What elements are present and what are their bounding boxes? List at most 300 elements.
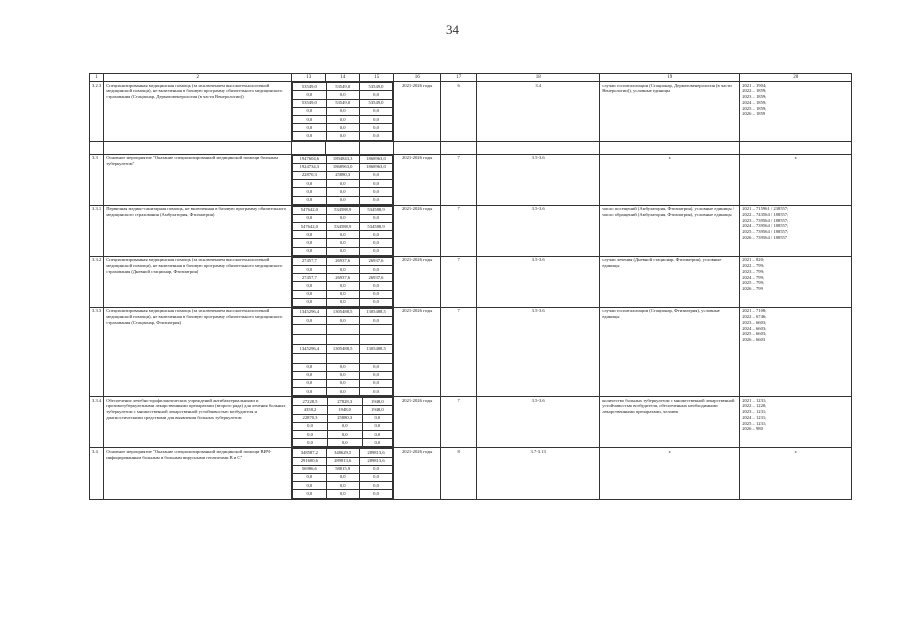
funding-value: 534588,9 — [359, 223, 392, 231]
funding-value: 0,0 — [293, 124, 326, 132]
funding-value — [293, 325, 326, 335]
indicator-name: количество больных туберкулезом с множественной лекарственной устойчивостью возбудителя, обеспеченных необходимыми лекарственными препаратами, человек — [600, 397, 740, 448]
table-row — [90, 256, 852, 307]
target-ref: 8 — [441, 448, 477, 499]
measure-name: Основное мероприятие "Оказание специализированной медицинской помощи больным туберкулезом" — [104, 154, 292, 205]
funding-value: 0,0 — [293, 388, 326, 396]
funding-value: 0,0 — [359, 188, 392, 196]
indicator-name: случаи госпитализации (Стационар, Дерматовенерология (в части Венерологии)), условные единицы — [600, 82, 740, 141]
year-value: 2023 – 739564 / 188557; — [742, 217, 789, 223]
indicator-name: случаи госпитализации (Стационар, Фтизиатрия), условные единицы — [600, 307, 740, 396]
funding-value: 0,0 — [293, 132, 326, 140]
funding-value — [293, 353, 326, 363]
funding-value: 0,0 — [326, 282, 359, 290]
funding-row — [293, 155, 393, 163]
funding-row — [293, 196, 393, 204]
funding-value: 1948,0 — [362, 406, 393, 414]
target-ref: 7 — [441, 154, 477, 205]
funding-value: 0,0 — [326, 490, 359, 498]
funding-value: 27228,5 — [293, 398, 328, 406]
funding-value: 0,0 — [293, 116, 326, 124]
indicator-ref: 3.5-3.6 — [477, 205, 600, 256]
column-number-header-row — [90, 74, 852, 82]
empty-cell — [104, 141, 292, 154]
funding-value: 289813,6 — [326, 457, 359, 465]
funding-value: 0,0 — [359, 180, 392, 188]
funding-value: 0,0 — [359, 231, 392, 239]
funding-row — [293, 188, 393, 196]
table-row — [90, 205, 852, 256]
empty-cell — [477, 141, 600, 154]
table-row — [90, 154, 852, 205]
funding-value: 0,0 — [293, 473, 326, 481]
funding-value: 348587,2 — [293, 449, 326, 457]
funding-value: 547642,0 — [293, 206, 326, 214]
indicator-name: х — [600, 448, 740, 499]
funding-value: 1305488,5 — [326, 308, 359, 316]
funding-value: 27457,7 — [293, 257, 326, 265]
funding-row — [293, 379, 393, 387]
funding-row — [293, 439, 393, 447]
funding-value: 0,0 — [293, 439, 328, 447]
funding-value: 0,0 — [359, 473, 392, 481]
funding-values — [292, 397, 394, 448]
year-value: 2025 – 799; — [742, 280, 765, 286]
funding-row — [293, 398, 393, 406]
funding-value: 53549,0 — [293, 99, 326, 107]
funding-value: 0,0 — [293, 317, 326, 325]
funding-values — [292, 82, 394, 141]
funding-value: 53549,0 — [359, 83, 392, 91]
funding-value: 58815,9 — [326, 465, 359, 473]
funding-values-table — [292, 206, 393, 256]
row-number: 3.3.4 — [90, 397, 104, 448]
funding-value: 0,0 — [362, 431, 393, 439]
funding-row — [293, 171, 393, 179]
period: 2021-2026 годы — [394, 448, 441, 499]
funding-value: 0,0 — [326, 371, 359, 379]
funding-value: 26937,6 — [359, 274, 392, 282]
year-value: 2023 – 799; — [742, 268, 765, 274]
funding-value: 0,0 — [359, 124, 392, 132]
target-ref: 7 — [441, 307, 477, 396]
funding-value: 1868963,0 — [359, 163, 392, 171]
table-row — [90, 82, 852, 141]
funding-row — [293, 465, 393, 473]
header-cell: 15 — [360, 74, 394, 82]
funding-row — [293, 422, 393, 430]
funding-value: 0,0 — [362, 422, 393, 430]
row-number: 3.4 — [90, 448, 104, 499]
funding-value: 53549,0 — [359, 99, 392, 107]
funding-value: 0,0 — [326, 124, 359, 132]
funding-value: 0,0 — [326, 363, 359, 371]
funding-row — [293, 83, 393, 91]
funding-value: 0,0 — [326, 388, 359, 396]
funding-row — [293, 231, 393, 239]
funding-values-table — [292, 308, 393, 396]
funding-value — [293, 335, 326, 345]
funding-row — [293, 107, 393, 115]
funding-value: 27457,7 — [293, 274, 326, 282]
funding-row — [293, 116, 393, 124]
funding-value: 0,0 — [293, 214, 326, 222]
funding-row — [293, 431, 393, 439]
header-cell: 13 — [292, 74, 326, 82]
measure-name: Обеспечение лечебно-профилактических учреждений антибактериальными и противотуберкулезными лекарственными препаратами (второго ряда) для лечения больных туберкулезом с множественной лекарственной устойчивостью возбудителя и диагностическими средствами для выявления больных туберкулезом — [104, 397, 292, 448]
empty-cell — [740, 141, 852, 154]
year-value: 2024 – 1859; — [742, 99, 767, 105]
year-value: 2024 – 799; — [742, 274, 765, 280]
year-value: 2023 – 1231; — [742, 409, 767, 415]
funding-value: 0,0 — [293, 196, 326, 204]
header-cell: 14 — [326, 74, 360, 82]
funding-row — [293, 223, 393, 231]
page-number: 34 — [446, 22, 459, 37]
indicator-name: случаи лечения (Дневной стационар, Фтизиатрия), условные единицы — [600, 256, 740, 307]
indicator-ref: 3.5-3.6 — [477, 397, 600, 448]
indicator-ref: 3.5-3.6 — [477, 154, 600, 205]
header-cell: 19 — [600, 74, 740, 82]
funding-value: 0,0 — [293, 231, 326, 239]
funding-row — [293, 345, 393, 353]
funding-value: 0,0 — [293, 290, 326, 298]
funding-values-table — [292, 397, 393, 447]
year-value: 2021 – 7108; — [742, 308, 767, 314]
funding-value: 0,0 — [327, 439, 362, 447]
row-number: 3.2.3 — [90, 82, 104, 141]
funding-value — [326, 335, 359, 345]
indicator-name: х — [600, 154, 740, 205]
funding-value: 289813,6 — [359, 457, 392, 465]
funding-value: 0,0 — [359, 266, 392, 274]
indicator-values — [740, 82, 852, 141]
funding-value: 0,0 — [359, 490, 392, 498]
year-value: 2021 – 715961 / 238557; — [742, 206, 789, 212]
funding-value: 1924734,3 — [293, 163, 326, 171]
funding-row — [293, 335, 393, 345]
funding-row — [293, 482, 393, 490]
funding-value: 0,0 — [293, 188, 326, 196]
funding-row — [293, 132, 393, 140]
funding-row — [293, 449, 393, 457]
year-value: 2025 – 739564 / 188557; — [742, 229, 789, 235]
funding-row — [293, 490, 393, 498]
funding-value: 0,0 — [293, 431, 328, 439]
funding-value: 0,0 — [327, 422, 362, 430]
funding-value: 1868963,0 — [359, 155, 392, 163]
funding-value: 0,0 — [293, 247, 326, 255]
funding-value: 0,0 — [326, 317, 359, 325]
funding-value: 0,0 — [359, 388, 392, 396]
funding-row — [293, 266, 393, 274]
funding-value: 0,0 — [293, 91, 326, 99]
period: 2021-2026 годы — [394, 256, 441, 307]
indicator-ref: 3.5-3.6 — [477, 256, 600, 307]
funding-row — [293, 274, 393, 282]
funding-value: 0,0 — [293, 363, 326, 371]
funding-values — [292, 205, 394, 256]
funding-value: 0,0 — [293, 282, 326, 290]
funding-value: 0,0 — [359, 482, 392, 490]
period: 2021-2026 годы — [394, 154, 441, 205]
funding-value — [359, 335, 392, 345]
funding-row — [293, 473, 393, 481]
target-ref: 6 — [441, 82, 477, 141]
funding-value: 534588,9 — [359, 206, 392, 214]
measure-name: Первичная медико-санитарная помощь, не включенная в базовую программу обязательного медицинского страхования (Амбулатория, Фтизиатрия) — [104, 205, 292, 256]
table-row — [90, 397, 852, 448]
period: 2021-2026 годы — [394, 397, 441, 448]
funding-value: 26937,6 — [326, 257, 359, 265]
funding-value: 0,0 — [359, 247, 392, 255]
measure-name: Специализированная медицинская помощь (за исключением высокотехнологичной медицинской помощи), не включенная в базовую программу обязательного медицинского страхования (Стационар, Фтизиатрия) — [104, 307, 292, 396]
funding-row — [293, 406, 393, 414]
funding-row — [293, 257, 393, 265]
funding-value: 0,0 — [326, 239, 359, 247]
funding-value: 0,0 — [359, 379, 392, 387]
funding-row — [293, 214, 393, 222]
funding-value: 0,0 — [293, 180, 326, 188]
funding-value: 0,0 — [326, 473, 359, 481]
empty-cell — [292, 141, 326, 154]
funding-value: 289813,6 — [359, 449, 392, 457]
funding-value: 1305488,5 — [359, 345, 392, 353]
funding-value: 22870,3 — [293, 414, 328, 422]
funding-row — [293, 298, 393, 306]
indicator-values — [740, 307, 852, 396]
funding-value: 0,0 — [293, 379, 326, 387]
funding-value: 0,0 — [326, 379, 359, 387]
funding-value: 0,0 — [326, 132, 359, 140]
funding-values — [292, 154, 394, 205]
funding-value: 0,0 — [359, 196, 392, 204]
empty-cell — [600, 141, 740, 154]
year-value: 2025 – 6603; — [742, 331, 767, 337]
funding-value: 534588,9 — [326, 206, 359, 214]
funding-value: 53549,0 — [326, 83, 359, 91]
funding-value: 0,0 — [359, 371, 392, 379]
funding-value: 0,0 — [326, 107, 359, 115]
funding-value — [359, 353, 392, 363]
funding-value: 0,0 — [326, 180, 359, 188]
funding-value: 0,0 — [359, 290, 392, 298]
funding-value: 1305488,5 — [359, 308, 392, 316]
funding-value: 22870,3 — [293, 171, 326, 179]
funding-row — [293, 206, 393, 214]
funding-value: 0,0 — [359, 465, 392, 473]
period: 2021-2026 годы — [394, 82, 441, 141]
table-row — [90, 448, 852, 499]
funding-value: 1345296,4 — [293, 308, 326, 316]
indicator-ref: 3.5-3.6 — [477, 307, 600, 396]
empty-cell — [360, 141, 394, 154]
funding-value: 0,0 — [326, 214, 359, 222]
funding-value: 1947604,6 — [293, 155, 326, 163]
funding-row — [293, 290, 393, 298]
funding-value: 27828,3 — [327, 398, 362, 406]
funding-value: 0,0 — [359, 107, 392, 115]
funding-value: 0,0 — [362, 414, 393, 422]
funding-value: 56986,6 — [293, 465, 326, 473]
funding-value: 348629,5 — [326, 449, 359, 457]
header-cell: 17 — [441, 74, 477, 82]
funding-value: 26937,6 — [326, 274, 359, 282]
funding-value: 1345296,4 — [293, 345, 326, 353]
funding-value: 291600,6 — [293, 457, 326, 465]
funding-value: 0,0 — [359, 214, 392, 222]
year-value: 2026 – 1859 — [742, 111, 766, 117]
funding-value: 0,0 — [359, 132, 392, 140]
empty-cell — [441, 141, 477, 154]
funding-value: 25880,3 — [327, 414, 362, 422]
funding-value: 0,0 — [293, 422, 328, 430]
funding-value — [359, 325, 392, 335]
funding-value: 0,0 — [326, 290, 359, 298]
measure-name: Специализированная медицинская помощь (за исключением высокотехнологичной медицинской помощи), не включенная в базовую программу обязательного медицинского страхования (Стационар, Дерматовенерология (в части Венерологии)) — [104, 82, 292, 141]
funding-row — [293, 317, 393, 325]
funding-value: 1948,0 — [362, 398, 393, 406]
funding-value: 0,0 — [359, 282, 392, 290]
funding-value: 0,0 — [326, 91, 359, 99]
period: 2021-2026 годы — [394, 307, 441, 396]
indicator-values — [740, 256, 852, 307]
funding-row — [293, 282, 393, 290]
funding-value: 4358,2 — [293, 406, 328, 414]
indicator-ref: 3.7-3.13 — [477, 448, 600, 499]
year-value: х — [794, 155, 797, 161]
measure-name: Основное мероприятие "Оказание специализированной медицинской помощи ВИЧ-инфицированным больным и больным вирусными гепатитами B и C" — [104, 448, 292, 499]
funding-value: 0,0 — [326, 188, 359, 196]
funding-row — [293, 239, 393, 247]
funding-row — [293, 124, 393, 132]
empty-cell — [394, 141, 441, 154]
year-value: 2022 – 743564 / 188557; — [742, 211, 789, 217]
indicator-values — [740, 397, 852, 448]
separator-row — [90, 141, 852, 154]
header-cell: 20 — [740, 74, 852, 82]
funding-value: 0,0 — [326, 482, 359, 490]
funding-value: 0,0 — [326, 247, 359, 255]
empty-cell — [326, 141, 360, 154]
funding-row — [293, 247, 393, 255]
funding-value: 0,0 — [326, 298, 359, 306]
funding-value: 26937,6 — [359, 257, 392, 265]
indicator-ref: 3.4 — [477, 82, 600, 141]
row-number: 3.3.1 — [90, 205, 104, 256]
funding-value: 0,0 — [359, 317, 392, 325]
program-table — [89, 73, 852, 500]
funding-value: 0,0 — [293, 107, 326, 115]
funding-row — [293, 91, 393, 99]
header-cell: 1 — [90, 74, 104, 82]
indicator-values — [740, 154, 852, 205]
funding-value: 53549,0 — [326, 99, 359, 107]
header-cell: 16 — [394, 74, 441, 82]
indicator-values — [740, 205, 852, 256]
funding-row — [293, 353, 393, 363]
year-value: 2026 – 6603 — [742, 337, 766, 343]
funding-value: 0,0 — [359, 171, 392, 179]
table-row — [90, 307, 852, 396]
funding-value: 1894843,3 — [326, 155, 359, 163]
year-value: 2022 – 799; — [742, 263, 765, 269]
funding-value: 0,0 — [293, 490, 326, 498]
indicator-name: число посещений (Амбулатория, Фтизиатрия), условные единицы / число обращений (Амбулатория, Фтизиатрия), условные единицы — [600, 205, 740, 256]
funding-values — [292, 256, 394, 307]
funding-value — [326, 353, 359, 363]
target-ref: 7 — [441, 256, 477, 307]
funding-row — [293, 371, 393, 379]
funding-row — [293, 163, 393, 171]
funding-value: 1868963,0 — [326, 163, 359, 171]
period: 2021-2026 годы — [394, 205, 441, 256]
year-value: 2024 – 739564 / 188557; — [742, 223, 789, 229]
funding-row — [293, 363, 393, 371]
funding-row — [293, 414, 393, 422]
funding-value: 25880,3 — [326, 171, 359, 179]
row-number: 3.3 — [90, 154, 104, 205]
year-value: 2023 – 1859; — [742, 94, 767, 100]
funding-value: 1948,0 — [327, 406, 362, 414]
funding-value: 0,0 — [327, 431, 362, 439]
year-value: 2026 – 799 — [742, 285, 763, 291]
funding-value: 0,0 — [362, 439, 393, 447]
funding-value: 0,0 — [293, 298, 326, 306]
year-value: 2021 – 820; — [742, 257, 765, 263]
funding-value: 0,0 — [326, 196, 359, 204]
year-value: 2025 – 1231; — [742, 420, 767, 426]
funding-value — [326, 325, 359, 335]
funding-value: 0,0 — [359, 116, 392, 124]
funding-value: 0,0 — [326, 231, 359, 239]
empty-cell — [90, 141, 104, 154]
year-value: 2022 – 1220; — [742, 403, 767, 409]
year-value: 2024 – 1231; — [742, 414, 767, 420]
funding-value: 0,0 — [359, 91, 392, 99]
funding-values-table — [292, 448, 393, 498]
funding-value: 534588,9 — [326, 223, 359, 231]
funding-value: 0,0 — [326, 266, 359, 274]
year-value: х — [794, 448, 797, 454]
row-number: 3.3.2 — [90, 256, 104, 307]
funding-value: 0,0 — [359, 363, 392, 371]
funding-value: 0,0 — [293, 482, 326, 490]
funding-row — [293, 457, 393, 465]
year-value: 2021 – 1231; — [742, 397, 767, 403]
funding-values-table — [292, 82, 393, 140]
funding-value: 0,0 — [293, 239, 326, 247]
funding-values — [292, 448, 394, 499]
year-value: 2022 – 6746; — [742, 314, 767, 320]
funding-value: 547642,0 — [293, 223, 326, 231]
funding-value: 0,0 — [359, 298, 392, 306]
funding-row — [293, 325, 393, 335]
funding-value: 1305488,5 — [326, 345, 359, 353]
year-value: 2022 – 1859; — [742, 88, 767, 94]
target-ref: 7 — [441, 205, 477, 256]
header-cell: 2 — [104, 74, 292, 82]
indicator-values — [740, 448, 852, 499]
year-value: 2023 – 6603; — [742, 319, 767, 325]
target-ref: 7 — [441, 397, 477, 448]
funding-value: 0,0 — [293, 371, 326, 379]
year-value: 2024 – 6603; — [742, 325, 767, 331]
funding-values-table — [292, 257, 393, 307]
funding-row — [293, 99, 393, 107]
year-value: 2026 – 980 — [742, 426, 763, 432]
funding-row — [293, 180, 393, 188]
